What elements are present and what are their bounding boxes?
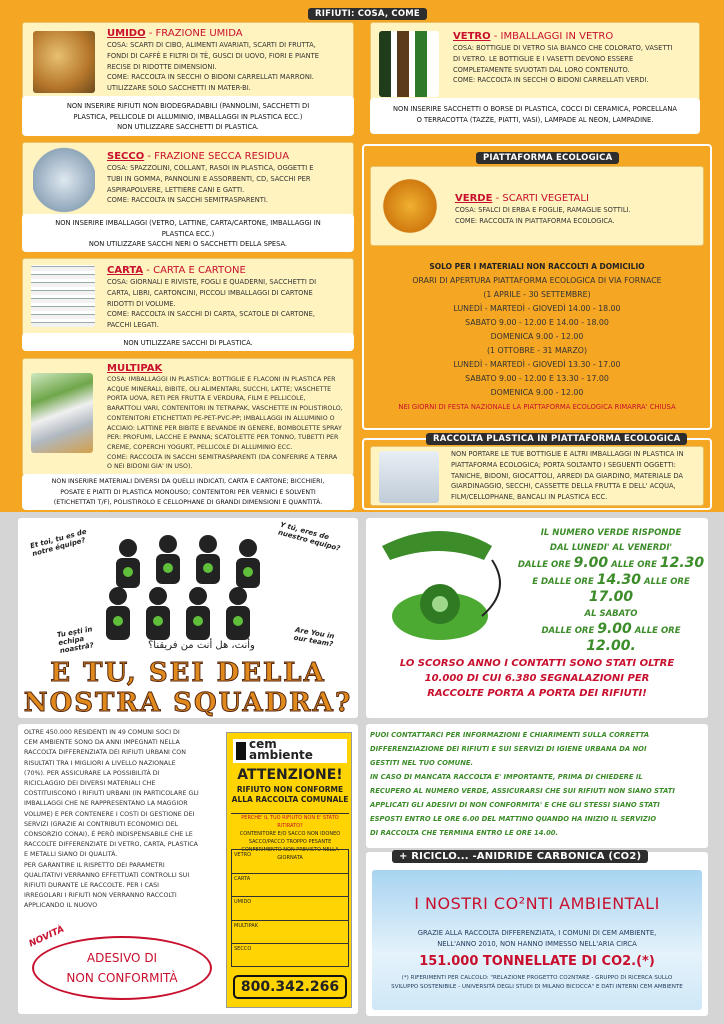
secco-card: SECCO - FRAZIONE SECCA RESIDUA COSA: SPAZZOLINI, COLLANT, RASOI IN PLASTICA, OGGETTI E TUBI IN GOMMA, PANNOLINI E ASSORBENTI, CD, SACCHI PER ASPIRAPOLVERE, LETTIERE CANI E GATTI. COME: RACCOLTA IN SACCHI SEMITRASPARENTI. [22, 142, 354, 252]
multipak-card: MULTIPAK COSA: IMBALLAGGI IN PLASTICA: BOTTIGLIE E FLACONI IN PLASTICA PER ACQUE MINERALI, BIBITE, OLI ALIMENTARI, SUCCHI, LATTE; VASCHETTE PORTA UOVA, RETI PER FRUTTA E VERDURA, FILM E PELLICOLE, BARATTOLI VARI, CONTENITORI IN TETRAPAK, VASCHETTE IN POLISTIROLO, CONTENITORI ETICHETTATI PE-PET-PVC-PP; IMBALLAGGI IN ALLUMINIO O ACCIAIO: LATTINE PER BIBITE E BEVANDE IN GENERE, BOMBOLETTE SPRAY PER: PROFUMI, LACCHE E PANNA; SCATOLETTE PER TONNO, TUBETTI PER CREME, COPERCHI YOGURT, PELLICOLE DI ALLUMINIO ECC. COME: RACCOLTA IN SACCHI SEMITRASPARENTI (DA CONFERIRE A TERRA O NEI BIDONI GIA' IN USO). [22, 358, 354, 476]
section-header: RIFIUTI: COSA, COME [308, 8, 427, 20]
paper-image [31, 265, 95, 327]
squadra-panel [18, 518, 358, 718]
orari-block: SOLO PER I MATERIALI NON RACCOLTI A DOMICILIO ORARI DI APERTURA PIATTAFORMA ECOLOGICA DI VIA FORNACE (1 APRILE - 30 SETTEMBRE) LUNEDÌ - MARTEDÌ - GIOVEDÌ 14.00 - 18.00 SABATO 9.00 - 12.00 E 14.00 - 18.00 DOMENICA 9.00 - 12.00 (1 OTTOBRE - 31 MARZO) LUNEDÌ - MARTEDÌ - GIOVEDÌ 13.30 - 17.00 SABATO 9.00 - 12.00 E 13.30 - 17.00 DOMENICA 9.00 - 12.00 NEI GIORNI DI FESTA NAZIONALE LA PIATTAFORMA ECOLOGICA RIMARRA' CHIUSA [398, 262, 676, 411]
question-ro: Tu eşti în echipa noastră? [56, 625, 95, 656]
co2-tonnes: 151.000 TONNELLATE DI CO2.(*) [419, 954, 655, 969]
numero-verde-panel [366, 518, 708, 718]
info-panel: PUOI CONTATTARCI PER INFORMAZIONI E CHIARIMENTI SULLA CORRETTA DIFFERENZIAZIONE DEI RIFIUTI E SUI SERVIZI DI IGIENE URBANA DA NOI GESTITI NEL TUO COMUNE. IN CASO DI MANCATA RACCOLTA E' IMPORTANTE, PRIMA DI CHIEDERE IL RECUPERO AL NUMERO VERDE, ASSICURARSI CHE SUI RIFIUTI NON SIANO STATI APPLICATI GLI ADESIVI DI NON CONFORMITA' E CHE GLI STESSI SIANO STATI ESPOSTI ENTRO LE ORE 6.00 DEL MATTINO QUANDO HA INIZIO IL SERVIZIO DI RACCOLTA CHE TERMINA ENTRO LE ORE 14.00. [366, 724, 708, 848]
adesivo-badge: ADESIVO DI NON CONFORMITÀ [32, 936, 212, 1000]
cem-logo-icon [236, 742, 246, 760]
carta-title: CARTA - CARTA E CARTONE [107, 265, 246, 276]
plastica-header: RACCOLTA PLASTICA IN PIATTAFORMA ECOLOGICA [426, 433, 687, 445]
co2-title: I NOSTRI CO²NTI AMBIENTALI [414, 894, 660, 913]
umido-title: UMIDO - FRAZIONE UMIDA [107, 28, 243, 39]
carta-card: CARTA - CARTA E CARTONE COSA: GIORNALI E RIVISTE, FOGLI E QUADERNI, SACCHETTI DI CARTA, LIBRI, CARTONCINI, PICCOLI IMBALLAGGI DI CARTONE RIDOTTI DI VOLUME. COME: RACCOLTA IN SACCHI DI CARTA, SCATOLE DI CARTONE, PACCHI LEGATI. [22, 258, 354, 350]
phone-number[interactable]: 800.342.266 [233, 975, 347, 999]
vetro-non-box: NON INSERIRE SACCHETTI O BORSE DI PLASTICA, COCCI DI CERAMICA, PORCELLANA O TERRACOTTA (TAZZE, PIATTI, VASI), LAMPADE AL NEON, LAMPADINE. [370, 98, 700, 134]
carta-non-box: NON UTILIZZARE SACCHI DI PLASTICA. [22, 333, 354, 351]
secco-title: SECCO - FRAZIONE SECCA RESIDUA [107, 151, 290, 162]
umido-line: RECISE DI RIDOTTE DIMENSIONI. [107, 62, 217, 71]
leaf-image [379, 175, 441, 237]
umido-line: COME: RACCOLTA IN SECCHI O BIDONI CARRELLATI MARRONI. [107, 73, 314, 82]
verde-title: VERDE - SCARTI VEGETALI [455, 193, 589, 204]
vetro-title: VETRO - IMBALLAGGI IN VETRO [453, 31, 614, 42]
cem-panel: OLTRE 450.000 RESIDENTI IN 49 COMUNI SOCI DI CEM AMBIENTE SONO DA ANNI IMPEGNATI NELLA RACCOLTA DIFFERENZIATA DEI RIFIUTI URBANI CON RISULTATI TRA I MIGLIORI A LIVELLO NAZIONALE (70%). PER ASSICURARE LA POSSIBILITÀ DI RICICLAGGIO DEI DIVERSI MATERIALI CHE COSTITUISCONO I RIFIUTI URBANI (IN PARTICOLARE GLI IMBALLAGGI CHE NE RAPPRESENTANO LA MAGGIOR VOLUME) E PER CONTENERE I COSTI DI GESTIONE DEI SERVIZI (GRAZIE AI CONTRIBUTI ECONOMICI DEL CONSORZIO CONAI), È PERÒ INDISPENSABILE CHE LE RACCOLTE DIFFERENZIATE DI VETRO, CARTA, PLASTICA E METALLI SIANO DI QUALITÀ. PER GARANTIRE IL RISPETTO DEI PARAMETRI QUALITATIVI VERRANNO EFFETTUATI CONTROLLI SUI RIFIUTI DURANTE LE RACCOLTE. PER I CASI IRREGOLARI I RIFIUTI NON VERRANNO RACCOLTI APPLICANDO IL NUOVO ADESIVO DI NON CONFORMITÀ NOVITÀ cem ambiente ATTENZIONE! RIFIUTO NON CONFORME ALLA RACCOLTA COMUNALE PERCHE' IL TUO RIFIUTO NON E' STATO RITIRATO? CONTENITORE E/O SACCO NON IDONEO SACCO/PACCO TROPPO PESANTE CONFERIMENTO NON PREVISTO NELLA GIORNATA VETRO CARTA UMIDO MULTIPAK SECCO 800.342.266 [18, 724, 358, 1014]
cem-logo: cem ambiente [233, 739, 347, 763]
co2-header: + RICICLO... -ANIDRIDE CARBONICA (CO2) [392, 850, 648, 863]
umido-line: COSA: SCARTI DI CIBO, ALIMENTI AVARIATI, SCARTI DI FRUTTA, [107, 41, 316, 49]
non-conforme-sticker: cem ambiente ATTENZIONE! RIFIUTO NON CONFORME ALLA RACCOLTA COMUNALE PERCHE' IL TUO RIFIUTO NON E' STATO RITIRATO? CONTENITORE E/O SACCO NON IDONEO SACCO/PACCO TROPPO PESANTE CONFERIMENTO NON PREVISTO NELLA GIORNATA VETRO CARTA UMIDO MULTIPAK SECCO 800.342.266 [226, 732, 352, 1008]
question-fr: Et toi, tu es de notre équipe? [29, 527, 88, 559]
multipak-non-box: NON INSERIRE MATERIALI DIVERSI DA QUELLI INDICATI, CARTA E CARTONE; BICCHIERI, POSATE E PIATTI DI PLASTICA MONOUSO; CONTENITORI PER VERNICI E SOLVENTI (ETICHETTATI T/F), POLISTIROLO E CELLOPHANE DI GRANDI DIMENSIONI E QUANTITÀ. [22, 474, 354, 510]
packaging-image [31, 373, 93, 453]
attenzione-title: ATTENZIONE! [237, 767, 343, 783]
umido-non-box: NON INSERIRE RIFIUTI NON BIODEGRADABILI (PANNOLINI, SACCHETTI DI PLASTICA, PELLICOLE DI ALLUMINIO, IMBALLAGGI IN PLASTICA ECC.) NON UTILIZZARE SACCHETTI DI PLASTICA. [22, 96, 354, 136]
piattaforma-header: PIATTAFORMA ECOLOGICA [476, 152, 619, 164]
co2-card: I NOSTRI CO²NTI AMBIENTALI GRAZIE ALLA RACCOLTA DIFFERENZIATA, I COMUNI DI CEM AMBIENTE, NELL'ANNO 2010, NON HANNO IMMESSO NELL'ARIA CIRCA 151.000 TONNELLATE DI CO2.(*) (*) RIFERIMENTI PER CALCOLO: "RELAZIONE PROGETTO CO2NTARE - GRUPPO DI RICERCA SULLO SVILUPPO SOSTENIBILE - UNIVERSITÀ DEGLI STUDI DI MILANO BICOCCA" E DATI INTERNI CEM AMBIENTE [372, 870, 702, 1010]
plastica-card: NON PORTARE LE TUE BOTTIGLIE E ALTRI IMBALLAGGI IN PLASTICA IN PIATTAFORMA ECOLOGICA; PORTA SOLTANTO I SEGUENTI OGGETTI: TANICHE, BIDONI, GIOCATTOLI, ARREDI DA GIARDINO, MATERIALE DA GIARDINAGGIO, SECCHI, CASSETTE DELLA FRUTTA E DELL' ACQUA, FILM/CELLOPHANE, BANCALI IN PLASTICA ECC. [370, 446, 704, 506]
glass-bottles-image [379, 31, 439, 97]
contatti-highlight: LO SCORSO ANNO I CONTATTI SONO STATI OLTRE 10.000 DI CUI 6.380 SEGNALAZIONI PER RACCOLTE PORTA A PORTA DEI RIFIUTI! [399, 658, 675, 699]
novita-label: NOVITÀ [27, 924, 66, 950]
numero-verde-hours: IL NUMERO VERDE RISPONDE DAL LUNEDI' AL VENERDI' DALLE ORE 9.00 ALLE ORE 12.30 E DALLE ORE 14.30 ALLE ORE 17.00 AL SABATO DALLE ORE 9.00 ALLE ORE 12.00. [517, 528, 705, 654]
plastic-chair-image [379, 451, 439, 503]
sticker-reasons: PERCHE' IL TUO RIFIUTO NON E' STATO RITIRATO? CONTENITORE E/O SACCO NON IDONEO SACCO/PACCO TROPPO PESANTE CONFERIMENTO NON PREVISTO NELLA GIORNATA [231, 813, 349, 862]
question-en: Are You in our team? [292, 625, 336, 649]
umido-line: FONDI DI CAFFÈ E FILTRI DI TÈ, GUSCI DI UOVO, FIORI E PIANTE [107, 51, 319, 60]
multipak-title: MULTIPAK [107, 363, 163, 374]
vetro-card: VETRO - IMBALLAGGI IN VETRO COSA: BOTTIGLIE DI VETRO SIA BIANCO CHE COLORATO, VASETTI DI VETRO. LE BOTTIGLIE E I VASETTI DEVONO ESSERE COMPLETAMENTE SVUOTATI DAL LORO CONTENUTO. COME: RACCOLTA IN SECCHI O BIDONI CARRELLATI VERDI. [370, 22, 700, 134]
sticker-category-grid: VETRO CARTA UMIDO MULTIPAK SECCO [231, 849, 349, 967]
question-ar: وأنت، هل أنت من فريقنا؟ [148, 640, 255, 651]
secco-bag-image [33, 147, 95, 213]
umido-line: UTILIZZARE SOLO SACCHETTI IN MATER-BI. [107, 84, 251, 93]
squadra-title: E TU, SEI DELLA NOSTRA SQUADRA? [23, 658, 353, 718]
question-es: Y tú, eres de nuestro equipo? [277, 520, 342, 553]
verde-card: VERDE - SCARTI VEGETALI COSA: SFALCI DI ERBA E FOGLIE, RAMAGLIE SOTTILI. COME: RACCOLTA IN PIATTAFORMA ECOLOGICA. [370, 166, 704, 246]
telephone-icon [372, 526, 522, 646]
secco-non-box: NON INSERIRE IMBALLAGGI (VETRO, LATTINE, CARTA/CARTONE, IMBALLAGGI IN PLASTICA ECC.) NON UTILIZZARE SACCHI NERI O SACCHETTI DELLA SPESA. [22, 214, 354, 252]
food-waste-image [33, 31, 95, 93]
